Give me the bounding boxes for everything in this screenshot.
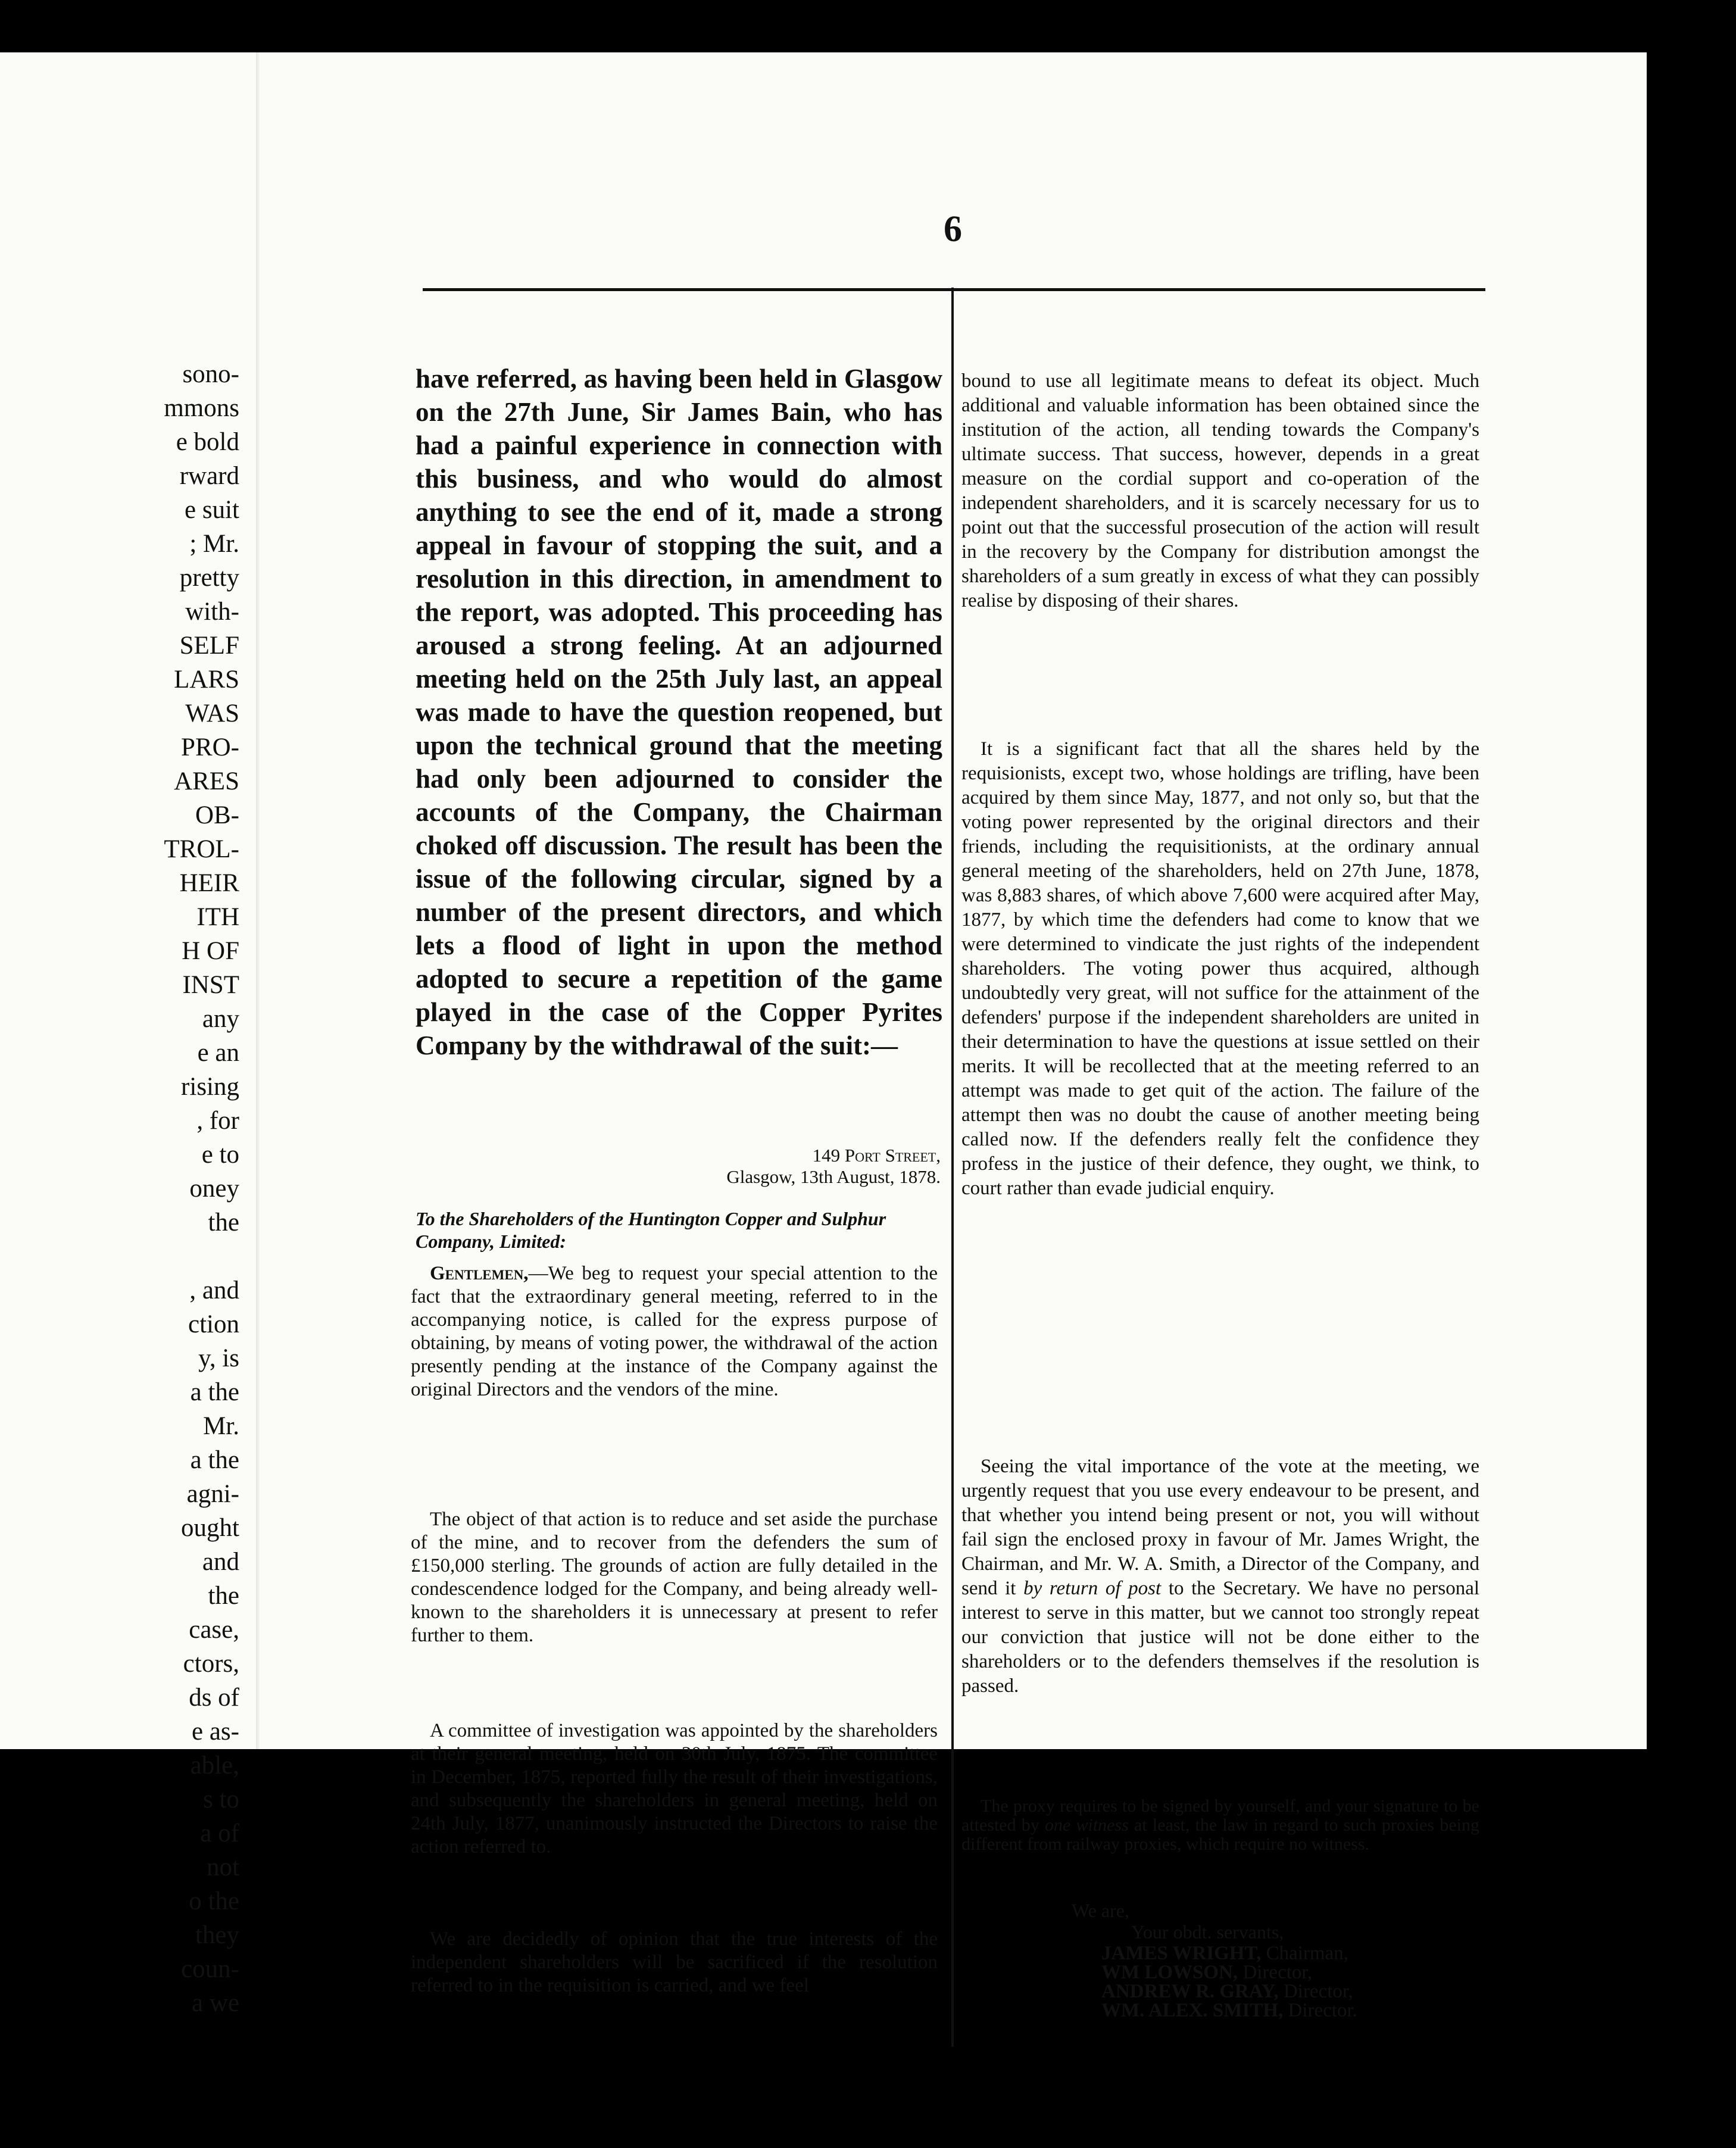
- paragraph-text: —We beg to request your special attention to the fact that the extraordinary general meeting, referred to in the accompanying notice, is called for the express purpose of obtaining, by means of voting power, the withdrawal of the action presently pending at the instance of the Company against the original Directors and the vendors of the mine.: [411, 1263, 938, 1400]
- fragment-line: a we: [192, 1989, 239, 2017]
- signatory-name: JAMES WRIGHT,: [1101, 1943, 1262, 1964]
- fragment-line: y, is: [198, 1344, 239, 1372]
- paragraph-text: The proxy requires to be signed by yourself, and your signature to be attested by: [961, 1796, 1479, 1835]
- emphasis-text: one witness: [1045, 1815, 1129, 1835]
- article-text: have referred, as having been held in Glasgow on the 27th June, Sir James Bain, who has had a painful experience in connection with this business, and who would do almost anything to see the end of it, made a strong appeal in favour of stopping the suit, and a resolution in this direction, in amendment to the report, was adopted. This proceeding has aroused a strong feeling. At an adjourned meeting held on the 25th July last, an appeal was made to have the question reopened, but upon the technical ground that the meeting had only been adjourned to consider the accounts of the Company, the Chairman choked off discussion. The result has been the issue of the following circular, signed by a number of the present directors, and which lets a flood of light in upon the method adopted to secure a repetition of the game played in the case of the Copper Pyrites Company by the withdrawal of the suit:—: [416, 364, 942, 1060]
- fragment-line: a the: [190, 1378, 239, 1406]
- page-number: 6: [944, 209, 962, 249]
- page-fold: [256, 52, 260, 1749]
- circular-paragraph-2: [411, 1508, 938, 1650]
- fragment-line: PRO-: [181, 733, 239, 761]
- fragment-line: ARES: [174, 767, 239, 795]
- fragment-line: any: [202, 1005, 239, 1033]
- signatory-title: Director,: [1238, 1962, 1313, 1983]
- fragment-line: Mr.: [203, 1412, 239, 1440]
- fragment-line: ction: [188, 1310, 239, 1338]
- paragraph-text: Seeing the vital importance of the vote at the meeting, we urgently request that you use every endeavour to be present, and that whether you intend being present or not, you will without fail sign the enclosed proxy in favour of Mr. James Wright, the Chairman, and Mr. W. A. Smith, a Director of the Company, and send it: [961, 1456, 1479, 1599]
- fragment-line: s to: [203, 1785, 239, 1813]
- signatory-title: Director.: [1283, 2000, 1357, 2021]
- fragment-line: the: [208, 1209, 239, 1237]
- paragraph-text: It is a significant fact that all the shares held by the requisionists, except two, whose holdings are trifling, have been acquired by them since May, 1877, and not only so, but that the voting power represented by the original directors and their friends, including the requisitionists, at the ordinary annual general meeting of the shareholders, held on 27th June, 1878, was 8,883 shares, of which above 7,600 were acquired after May, 1877, by which time the defenders had come to know that we were determined to vindicate the just rights of the independent shareholders. The voting power thus acquired, although undoubtedly very great, will not suffice for the attainment of the defenders' purpose if the independent shareholders are united in their determination to have the questions at issue settled on their merits. It will be recollected that at the meeting referred to an attempt was made to get quit of the action. The failure of the attempt then was no doubt the cause of another meeting being called now. If the defenders really felt the confidence they profess in the justice of their defence, they ought, we think, to court rather than evade judicial enquiry.: [961, 738, 1479, 1199]
- fragment-line: LARS: [174, 666, 239, 694]
- circular-address: [583, 1145, 941, 1188]
- fragment-line: and: [202, 1548, 239, 1576]
- fragment-line: with-: [185, 598, 239, 626]
- paragraph-text: The object of that action is to reduce and set aside the purchase of the mine, and to recover from the defenders the sum of £150,000 sterling. The grounds of action are fully detailed in the condescendence lodged for the Company, and being already well-known to the shareholders it is unnecessary at present to refer further to them.: [411, 1509, 938, 1646]
- fragment-line: SELF: [179, 632, 239, 660]
- closing-servants: Your obdt. servants,: [1131, 1921, 1284, 1943]
- fragment-line: rward: [179, 462, 239, 490]
- fragment-line: , and: [189, 1276, 239, 1304]
- paragraph-text: We are decidedly of opinion that the true interests of the independent shareholders will be sacrificed if the resolution referred to in the requisition is carried, and we feel: [411, 1928, 938, 1996]
- fragment-line: sono-: [182, 360, 239, 388]
- fragment-line: agni-: [186, 1480, 239, 1508]
- fragment-line: rising: [181, 1073, 239, 1101]
- signatory: [1101, 1982, 1476, 2001]
- fragment-line: [0, 1240, 256, 1273]
- fragment-line: a the: [190, 1446, 239, 1474]
- fragment-line: pretty: [179, 564, 239, 592]
- fragment-line: able,: [190, 1752, 239, 1779]
- fragment-line: they: [195, 1921, 239, 1949]
- paragraph-text: A committee of investigation was appointed by the shareholders at their general meeting, held on 30th July, 1875. The committee in December, 1875, reported fully the result of their investigations, and subsequently the shareholders in general meeting, held on 24th July, 1877, unanimously instructed the Directors to raise the action referred to.: [411, 1720, 938, 1857]
- fragment-line: ought: [181, 1514, 239, 1542]
- circular-paragraph-1: [411, 1262, 938, 1404]
- right-paragraph-1: [961, 369, 1479, 616]
- signatories-list: [1072, 1944, 1476, 2020]
- address-date: Glasgow, 13th August, 1878.: [726, 1166, 941, 1187]
- greeting: Gentlemen,: [430, 1263, 529, 1284]
- signatory: [1101, 1963, 1476, 1982]
- fragment-line: ds of: [189, 1684, 239, 1712]
- fragment-line: o the: [189, 1887, 239, 1915]
- fragment-line: ctors,: [183, 1650, 239, 1678]
- column-rule: [951, 288, 954, 2047]
- paragraph-text: bound to use all legitimate means to defeat its object. Much additional and valuable information has been obtained since the institution of the action, all tending towards the Company's ultimate success. That success, however, depends in a great measure on the cordial support and co-operation of the independent shareholders, and it is scarcely necessary for us to point out that the successful prosecution of the action will result in the recovery by the Company for distribution amongst the shareholders of a sum greatly in excess of what they can possibly realise by disposing of their shares.: [961, 370, 1479, 611]
- fragment-line: oney: [189, 1175, 239, 1203]
- right-paragraph-2: [961, 737, 1479, 1203]
- signatory-name: ANDREW R. GRAY,: [1101, 1981, 1279, 2002]
- paragraph-text: to the Secretary. We have no personal interest to serve in this matter, but we cannot too strongly repeat our conviction that justice will not be done either to the shareholders or to the defenders themselves if the resolution is passed.: [961, 1578, 1480, 1697]
- signatory-title: Chairman,: [1261, 1943, 1348, 1964]
- fragment-line: , for: [196, 1107, 239, 1135]
- closing-we-are: We are,: [1072, 1900, 1129, 1921]
- newspaper-page: [0, 52, 1647, 2021]
- paragraph-text: at least, the law in regard to such proxies being different from railway proxies, which require no witness.: [961, 1815, 1479, 1854]
- circular-salutation: To the Shareholders of the Huntington Copper and Sulphur Company, Limited:: [416, 1208, 886, 1252]
- address-street: 149 Port Street,: [812, 1145, 941, 1166]
- emphasis-text: by return of post: [1023, 1578, 1162, 1599]
- signatory-name: WM. ALEX. SMITH,: [1101, 2000, 1284, 2021]
- fragment-line: e bold: [176, 428, 239, 456]
- fragment-line: case,: [189, 1616, 239, 1644]
- right-paragraph-3: [961, 1454, 1479, 1701]
- fragment-line: not: [207, 1853, 239, 1881]
- fragment-line: e suit: [185, 496, 239, 524]
- fragment-line: the: [208, 1582, 239, 1610]
- fragment-line: ; Mr.: [189, 530, 239, 558]
- header-rule: [423, 288, 1485, 291]
- fragment-line: INST: [182, 971, 239, 999]
- signatory: [1101, 1944, 1476, 1963]
- fragment-line: e an: [197, 1039, 239, 1067]
- fragment-line: e to: [201, 1141, 239, 1169]
- fragment-line: WAS: [185, 700, 239, 728]
- fragment-line: TROL-: [164, 835, 239, 863]
- right-paragraph-4: [961, 1797, 1479, 1856]
- fragment-line: mmons: [164, 394, 239, 422]
- closing-block: [1072, 1901, 1476, 2020]
- fragment-line: H OF: [182, 937, 239, 965]
- fragment-line: HEIR: [179, 869, 239, 897]
- left-column-fragment: [0, 357, 256, 2020]
- circular-paragraph-3: [411, 1719, 938, 1861]
- signatory: [1101, 2001, 1476, 2020]
- fragment-line: coun-: [181, 1955, 239, 1983]
- fragment-line: e as-: [192, 1718, 239, 1746]
- signatory-title: Director,: [1278, 1981, 1353, 2002]
- fragment-line: OB-: [195, 801, 239, 829]
- fragment-line: a of: [200, 1819, 239, 1847]
- fragment-line: ITH: [196, 903, 239, 931]
- signatory-name: WM LOWSON,: [1101, 1962, 1238, 1983]
- circular-paragraph-4: [411, 1928, 938, 2000]
